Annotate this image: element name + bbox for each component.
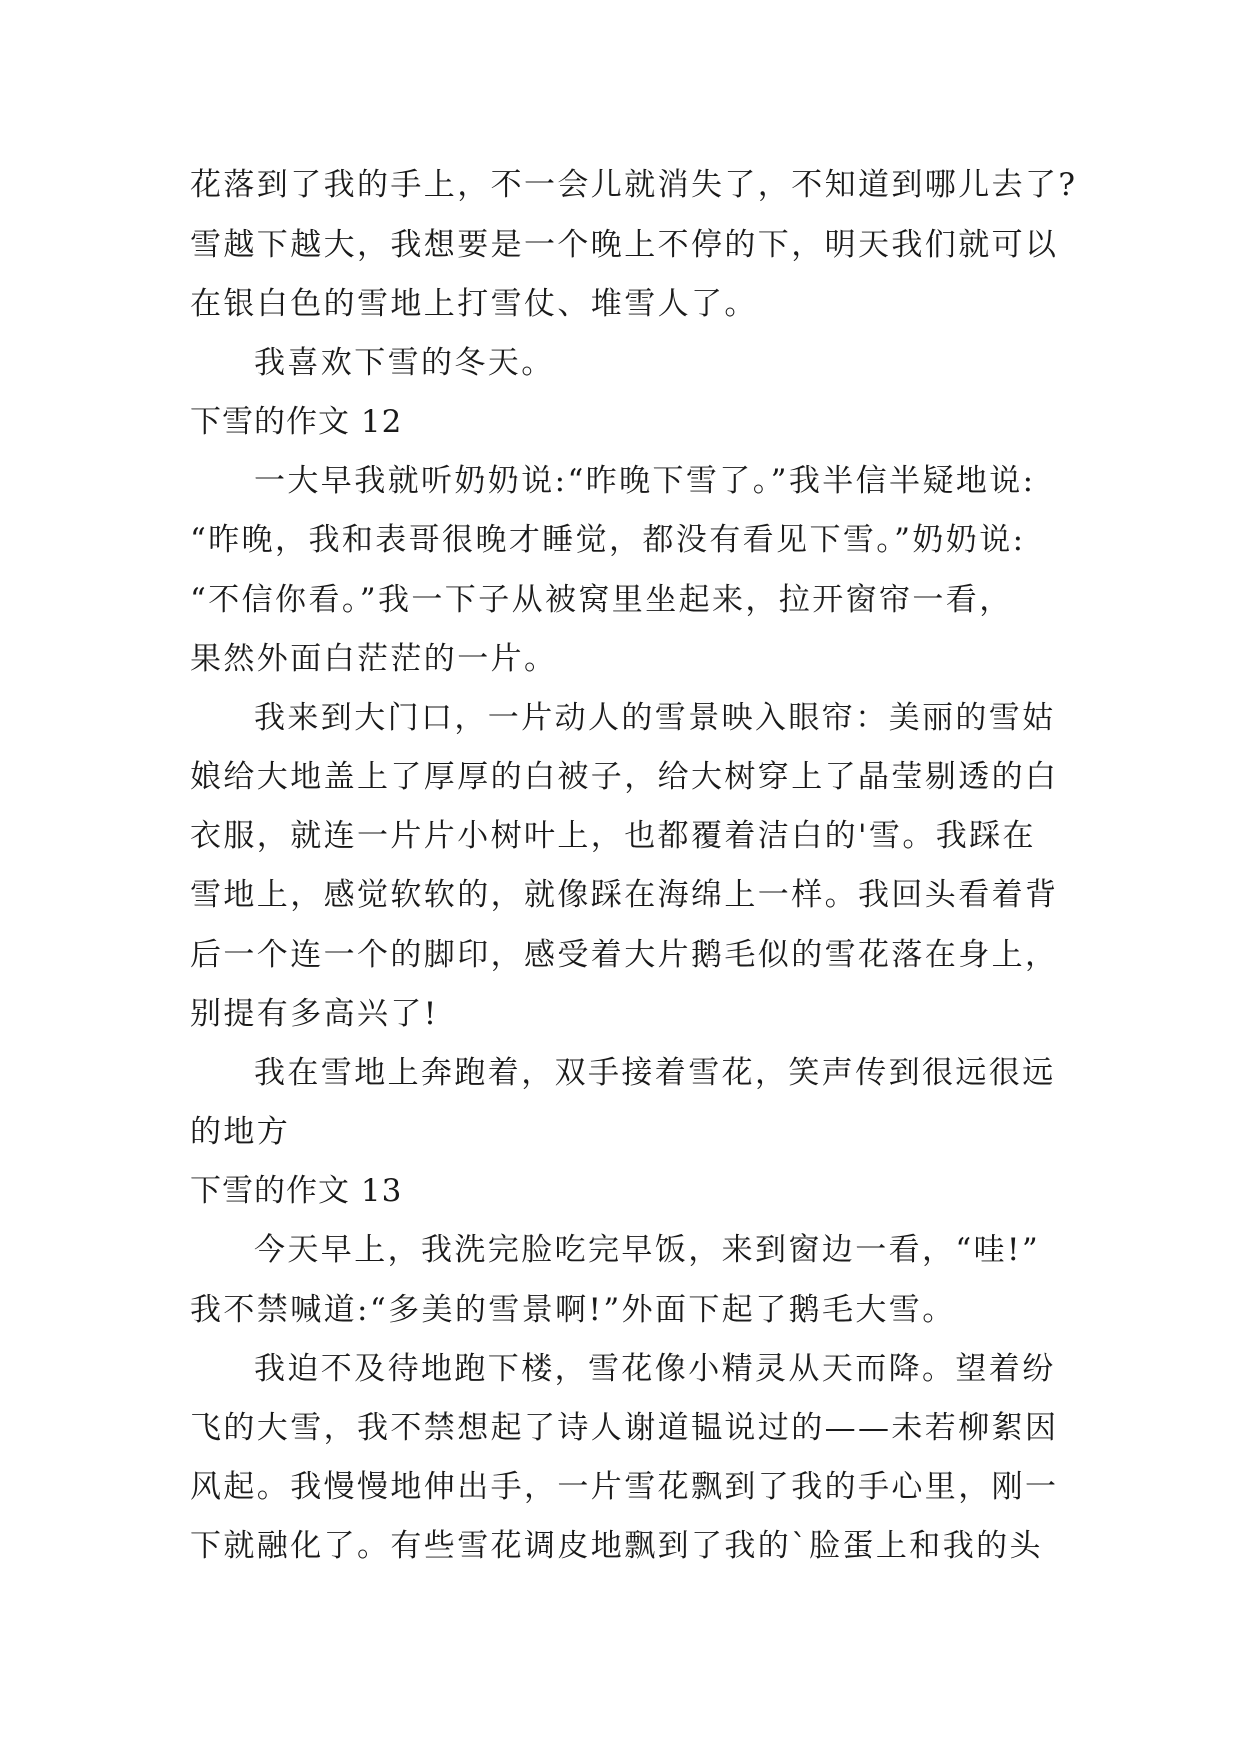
section-heading: 下雪的作文 12: [190, 404, 403, 440]
paragraph-line: 今天早上，我洗完脸吃完早饭，来到窗边一看，“哇!”: [254, 1232, 1041, 1268]
paragraph-line: 别提有多高兴了!: [190, 996, 439, 1032]
paragraph-line: 衣服，就连一片片小树叶上，也都覆着洁白的'雪。我踩在: [190, 818, 1036, 854]
paragraph-line: 雪越下越大，我想要是一个晚上不停的下，明天我们就可以: [190, 227, 1059, 263]
paragraph-line: 下就融化了。有些雪花调皮地飘到了我的`脸蛋上和我的头: [190, 1528, 1043, 1564]
paragraph-line: 飞的大雪，我不禁想起了诗人谢道韫说过的——未若柳絮因: [190, 1410, 1059, 1446]
paragraph-line: 我在雪地上奔跑着，双手接着雪花，笑声传到很远很远: [254, 1055, 1056, 1091]
paragraph-line: 后一个连一个的脚印，感受着大片鹅毛似的雪花落在身上，: [190, 937, 1059, 973]
paragraph-line: “不信你看。”我一下子从被窝里坐起来，拉开窗帘一看，: [190, 582, 1013, 618]
paragraph-line: 娘给大地盖上了厚厚的白被子，给大树穿上了晶莹剔透的白: [190, 759, 1059, 795]
paragraph-line: 的地方: [190, 1114, 291, 1150]
paragraph-line: 我来到大门口，一片动人的雪景映入眼帘：美丽的雪姑: [254, 700, 1056, 736]
paragraph-line: 雪地上，感觉软软的，就像踩在海绵上一样。我回头看着背: [190, 877, 1059, 913]
paragraph-line: 花落到了我的手上，不一会儿就消失了，不知道到哪儿去了?: [190, 167, 1078, 203]
paragraph-line: 我喜欢下雪的冬天。: [254, 345, 555, 381]
paragraph-line: 风起。我慢慢地伸出手，一片雪花飘到了我的手心里，刚一: [190, 1469, 1059, 1505]
section-heading: 下雪的作文 13: [190, 1173, 403, 1209]
paragraph-line: 一大早我就听奶奶说:“昨晚下雪了。”我半信半疑地说:: [254, 463, 1036, 499]
paragraph-line: 我不禁喊道:“多美的雪景啊!”外面下起了鹅毛大雪。: [190, 1292, 956, 1328]
paragraph-line: 我迫不及待地跑下楼，雪花像小精灵从天而降。望着纷: [254, 1351, 1056, 1387]
paragraph-line: “昨晚，我和表哥很晚才睡觉，都没有看见下雪。”奶奶说:: [190, 522, 1026, 558]
paragraph-line: 在银白色的雪地上打雪仗、堆雪人了。: [190, 286, 758, 322]
paragraph-line: 果然外面白茫茫的一片。: [190, 641, 558, 677]
